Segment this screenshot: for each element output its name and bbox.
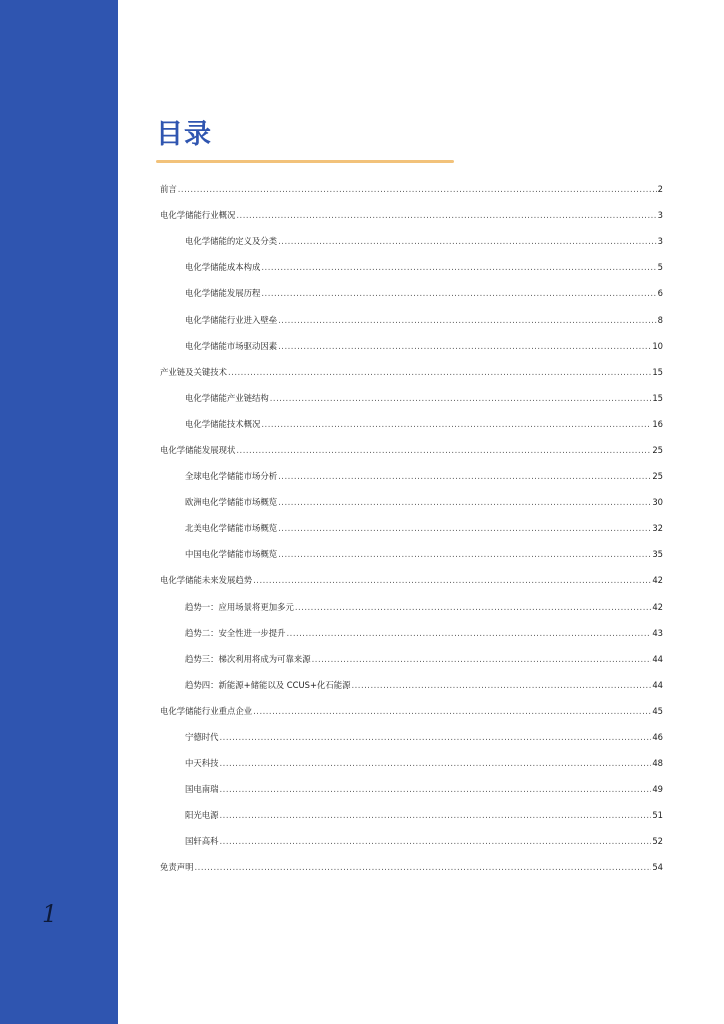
toc-entry-label: 宁德时代 xyxy=(185,732,219,743)
toc-entry[interactable] xyxy=(160,280,663,306)
toc-leader-dots xyxy=(270,393,652,403)
toc-leader-dots xyxy=(278,497,651,507)
table-of-contents xyxy=(160,176,663,881)
toc-entry-page: 45 xyxy=(652,705,663,716)
toc-entry-page: 6 xyxy=(657,288,663,299)
toc-leader-dots xyxy=(220,784,652,794)
toc-entry-page: 42 xyxy=(652,575,663,586)
toc-entry-label: 趋势一：应用场景将更加多元 xyxy=(185,601,294,612)
toc-entry-label: 欧洲电化学储能市场概览 xyxy=(185,497,278,508)
toc-entry-label: 中国电化学储能市场概览 xyxy=(185,549,278,560)
toc-entry-page: 2 xyxy=(657,184,663,195)
toc-entry-page: 3 xyxy=(657,210,663,221)
toc-entry-page: 25 xyxy=(652,471,663,482)
toc-entry-label: 电化学储能市场驱动因素 xyxy=(185,340,278,351)
toc-entry-label: 电化学储能行业进入壁垒 xyxy=(185,314,278,325)
toc-leader-dots xyxy=(287,628,652,638)
toc-entry-page: 43 xyxy=(652,627,663,638)
toc-entry-page: 5 xyxy=(657,262,663,273)
toc-entry[interactable] xyxy=(160,385,663,411)
toc-leader-dots xyxy=(351,680,651,690)
toc-entry[interactable] xyxy=(160,646,663,672)
toc-entry-page: 44 xyxy=(652,679,663,690)
toc-leader-dots xyxy=(228,367,651,377)
toc-leader-dots xyxy=(278,523,651,533)
toc-entry-page: 15 xyxy=(652,392,663,403)
sidebar-band xyxy=(0,0,118,1024)
toc-leader-dots xyxy=(278,549,651,559)
toc-entry[interactable] xyxy=(160,254,663,280)
toc-entry[interactable] xyxy=(160,202,663,228)
toc-entry-page: 32 xyxy=(652,523,663,534)
toc-entry-label: 产业链及关键技术 xyxy=(160,366,227,377)
toc-entry-label: 前言 xyxy=(160,184,177,195)
toc-entry-label: 电化学储能发展现状 xyxy=(160,444,236,455)
page-number: 1 xyxy=(42,900,58,928)
toc-entry-page: 30 xyxy=(652,497,663,508)
toc-entry-page: 25 xyxy=(652,444,663,455)
toc-entry-label: 阳光电源 xyxy=(185,810,219,821)
toc-entry[interactable] xyxy=(160,541,663,567)
toc-entry[interactable] xyxy=(160,620,663,646)
toc-entry[interactable] xyxy=(160,750,663,776)
toc-entry-page: 51 xyxy=(652,810,663,821)
toc-entry-page: 49 xyxy=(652,784,663,795)
toc-entry-label: 免责声明 xyxy=(160,862,194,873)
toc-entry[interactable] xyxy=(160,724,663,750)
toc-entry[interactable] xyxy=(160,463,663,489)
toc-leader-dots xyxy=(236,445,651,455)
toc-leader-dots xyxy=(278,471,651,481)
toc-entry-label: 国电南瑞 xyxy=(185,784,219,795)
toc-leader-dots xyxy=(220,732,652,742)
toc-entry[interactable] xyxy=(160,306,663,332)
toc-entry-page: 44 xyxy=(652,653,663,664)
toc-entry-page: 15 xyxy=(652,366,663,377)
page-title: 目录 xyxy=(156,119,212,150)
toc-entry-page: 48 xyxy=(652,758,663,769)
toc-entry-page: 16 xyxy=(652,418,663,429)
toc-entry-label: 趋势三：梯次利用将成为可靠来源 xyxy=(185,653,311,664)
toc-entry-label: 中天科技 xyxy=(185,758,219,769)
toc-entry-page: 42 xyxy=(652,601,663,612)
toc-entry[interactable] xyxy=(160,854,663,880)
toc-entry-label: 北美电化学储能市场概览 xyxy=(185,523,278,534)
toc-leader-dots xyxy=(278,236,657,246)
title-underline xyxy=(156,160,454,163)
toc-entry[interactable] xyxy=(160,672,663,698)
toc-entry[interactable] xyxy=(160,567,663,593)
toc-leader-dots xyxy=(195,862,652,872)
toc-entry[interactable] xyxy=(160,489,663,515)
toc-entry[interactable] xyxy=(160,411,663,437)
toc-entry-label: 电化学储能成本构成 xyxy=(185,262,261,273)
toc-leader-dots xyxy=(261,419,651,429)
toc-entry[interactable] xyxy=(160,176,663,202)
toc-leader-dots xyxy=(295,602,651,612)
toc-entry-label: 趋势二：安全性进一步提升 xyxy=(185,627,286,638)
toc-entry-label: 电化学储能行业概况 xyxy=(160,210,236,221)
toc-leader-dots xyxy=(253,706,651,716)
toc-entry-label: 电化学储能未来发展趋势 xyxy=(160,575,253,586)
toc-leader-dots xyxy=(220,836,652,846)
toc-entry[interactable] xyxy=(160,359,663,385)
toc-entry-page: 35 xyxy=(652,549,663,560)
toc-entry[interactable] xyxy=(160,828,663,854)
toc-entry-label: 电化学储能发展历程 xyxy=(185,288,261,299)
toc-entry[interactable] xyxy=(160,228,663,254)
toc-entry-page: 3 xyxy=(657,236,663,247)
toc-entry-label: 电化学储能产业链结构 xyxy=(185,392,269,403)
toc-leader-dots xyxy=(253,575,651,585)
toc-leader-dots xyxy=(312,654,652,664)
toc-entry-label: 全球电化学储能市场分析 xyxy=(185,471,278,482)
toc-entry-label: 电化学储能的定义及分类 xyxy=(185,236,278,247)
toc-entry-page: 54 xyxy=(652,862,663,873)
toc-entry-label: 国轩高科 xyxy=(185,836,219,847)
toc-leader-dots xyxy=(278,315,657,325)
toc-entry[interactable] xyxy=(160,698,663,724)
toc-entry-page: 10 xyxy=(652,340,663,351)
toc-leader-dots xyxy=(220,810,652,820)
toc-entry-page: 52 xyxy=(652,836,663,847)
toc-leader-dots xyxy=(178,184,657,194)
toc-entry-page: 8 xyxy=(657,314,663,325)
toc-entry-label: 电化学储能行业重点企业 xyxy=(160,705,253,716)
toc-leader-dots xyxy=(220,758,652,768)
toc-entry[interactable] xyxy=(160,802,663,828)
toc-leader-dots xyxy=(261,288,656,298)
toc-entry[interactable] xyxy=(160,333,663,359)
toc-entry[interactable] xyxy=(160,437,663,463)
toc-leader-dots xyxy=(261,262,656,272)
toc-entry[interactable] xyxy=(160,594,663,620)
toc-leader-dots xyxy=(236,210,656,220)
toc-entry-page: 46 xyxy=(652,732,663,743)
toc-entry-label: 电化学储能技术概况 xyxy=(185,418,261,429)
toc-entry-label: 趋势四：新能源+储能以及 CCUS+化石能源 xyxy=(185,679,351,690)
toc-entry[interactable] xyxy=(160,515,663,541)
toc-leader-dots xyxy=(278,341,651,351)
toc-entry[interactable] xyxy=(160,776,663,802)
